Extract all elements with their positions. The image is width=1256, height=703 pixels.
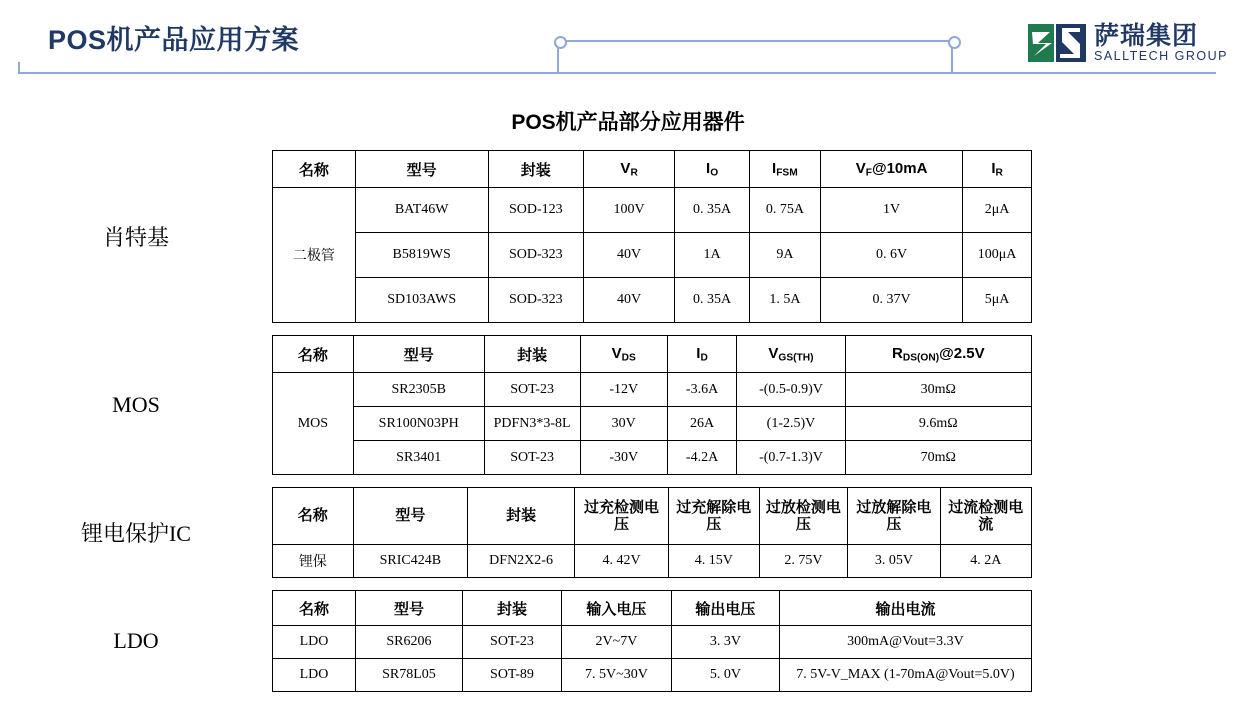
cell-package: PDFN3*3-8L [484, 407, 580, 441]
section-mos [0, 335, 1256, 475]
table-wrap-schottky [272, 150, 1032, 323]
cell-name: LDO [273, 626, 356, 659]
cell-output-voltage: 3. 3V [671, 626, 779, 659]
group-cell-battery: 锂保 [273, 545, 354, 578]
cell-package: DFN2X2-6 [468, 545, 575, 578]
cell-rdson: 9.6mΩ [845, 407, 1031, 441]
cell-ir: 100μA [963, 233, 1032, 278]
cell-model: SR6206 [355, 626, 462, 659]
page-header [0, 0, 1256, 88]
col-header-vds: $V_{DS}$ [580, 336, 667, 373]
cell-overdischarge-release: 3. 05V [848, 545, 940, 578]
cell-id: -4.2A [667, 441, 736, 475]
col-header-overcharge-release: 过充解除电压 [669, 488, 760, 545]
col-header-rdson: $R_{DS(ON)}@2.5V$ [845, 336, 1031, 373]
page-title: POS机产品应用方案 [48, 25, 300, 55]
table-wrap-battery-protection [272, 487, 1032, 578]
col-header-package: 封装 [468, 488, 575, 545]
cell-package: SOD-323 [488, 278, 583, 323]
table-battery-protection [272, 487, 1032, 578]
col-header-package: 封装 [484, 336, 580, 373]
cell-model: B5819WS [355, 233, 488, 278]
table-row [273, 659, 1032, 692]
col-header-vgsth: $V_{GS(TH)}$ [737, 336, 845, 373]
cell-vf: 0. 37V [820, 278, 962, 323]
document-title: POS机产品部分应用器件 [511, 111, 745, 134]
col-header-id: $I_D$ [667, 336, 736, 373]
col-header-name: 名称 [273, 591, 356, 626]
col-header-vr: $V_R$ [583, 151, 674, 188]
content-area [0, 150, 1256, 692]
decoration-dot-right-icon [948, 36, 961, 49]
cell-vf: 0. 6V [820, 233, 962, 278]
table-row [273, 233, 1032, 278]
section-label-schottky: 肖特基 [102, 225, 169, 250]
cell-package: SOT-23 [484, 373, 580, 407]
cell-io: 1A [675, 233, 750, 278]
cell-overcharge-release: 4. 15V [669, 545, 760, 578]
cell-overcharge-detect: 4. 42V [575, 545, 669, 578]
cell-vgsth: (1-2.5)V [737, 407, 845, 441]
cell-vr: 40V [583, 233, 674, 278]
cell-name: LDO [273, 659, 356, 692]
table-mos [272, 335, 1032, 475]
table-row [273, 188, 1032, 233]
cell-rdson: 70mΩ [845, 441, 1031, 475]
cell-vgsth: -(0.7-1.3)V [737, 441, 845, 475]
cell-vds: 30V [580, 407, 667, 441]
cell-package: SOT-23 [484, 441, 580, 475]
table-wrap-mos [272, 335, 1032, 475]
col-header-input-voltage: 输入电压 [561, 591, 671, 626]
col-header-output-current: 输出电流 [779, 591, 1031, 626]
section-schottky [0, 150, 1256, 323]
cell-io: 0. 35A [675, 188, 750, 233]
cell-input-voltage: 2V~7V [561, 626, 671, 659]
cell-rdson: 30mΩ [845, 373, 1031, 407]
cell-model: SD103AWS [355, 278, 488, 323]
col-header-ifsm: $I_{FSM}$ [749, 151, 820, 188]
col-header-model: 型号 [355, 151, 488, 188]
cell-vds: -30V [580, 441, 667, 475]
table-row [273, 441, 1032, 475]
group-cell-diode: 二极管 [273, 188, 356, 323]
cell-package: SOD-323 [488, 233, 583, 278]
col-header-model: 型号 [355, 591, 462, 626]
section-ldo [0, 590, 1256, 692]
logo-mark-icon [1028, 22, 1086, 64]
cell-overdischarge-detect: 2. 75V [759, 545, 848, 578]
cell-ir: 5μA [963, 278, 1032, 323]
table-header-row [273, 151, 1032, 188]
col-header-overcharge-detect: 过充检测电压 [575, 488, 669, 545]
cell-model: SR78L05 [355, 659, 462, 692]
col-header-name: 名称 [273, 151, 356, 188]
cell-id: -3.6A [667, 373, 736, 407]
group-cell-mos: MOS [273, 373, 354, 475]
cell-vf: 1V [820, 188, 962, 233]
cell-model: SR2305B [353, 373, 484, 407]
col-header-model: 型号 [353, 488, 467, 545]
section-battery-protection [0, 487, 1256, 578]
cell-output-current: 7. 5V-V_MAX (1-70mA@Vout=5.0V) [779, 659, 1031, 692]
col-header-overdischarge-detect: 过放检测电压 [759, 488, 848, 545]
cell-overcurrent-detect: 4. 2A [940, 545, 1031, 578]
table-ldo [272, 590, 1032, 692]
logo-text [1094, 23, 1228, 62]
col-header-model: 型号 [353, 336, 484, 373]
col-header-package: 封装 [488, 151, 583, 188]
cell-ir: 2μA [963, 188, 1032, 233]
section-label-battery-protection: 锂电保护IC [80, 521, 191, 546]
cell-vr: 100V [583, 188, 674, 233]
cell-vgsth: -(0.5-0.9)V [737, 373, 845, 407]
cell-output-voltage: 5. 0V [671, 659, 779, 692]
table-wrap-ldo [272, 590, 1032, 692]
company-logo [1028, 22, 1228, 64]
col-header-name: 名称 [273, 336, 354, 373]
col-header-package: 封装 [462, 591, 561, 626]
table-header-row [273, 336, 1032, 373]
cell-package: SOT-89 [462, 659, 561, 692]
col-header-output-voltage: 输出电压 [671, 591, 779, 626]
col-header-ir: $I_R$ [963, 151, 1032, 188]
cell-vr: 40V [583, 278, 674, 323]
cell-ifsm: 9A [749, 233, 820, 278]
table-row [273, 545, 1032, 578]
header-decoration [545, 40, 965, 74]
col-header-overcurrent-detect: 过流检测电流 [940, 488, 1031, 545]
col-header-io: $I_O$ [675, 151, 750, 188]
cell-package: SOT-23 [462, 626, 561, 659]
table-schottky [272, 150, 1032, 323]
cell-model: SR3401 [353, 441, 484, 475]
col-header-name: 名称 [273, 488, 354, 545]
cell-output-current: 300mA@Vout=3.3V [779, 626, 1031, 659]
table-row [273, 626, 1032, 659]
cell-vds: -12V [580, 373, 667, 407]
section-label-mos: MOS [112, 392, 160, 417]
table-row [273, 407, 1032, 441]
decoration-dot-left-icon [554, 36, 567, 49]
cell-package: SOD-123 [488, 188, 583, 233]
col-header-vf: $V_F@10mA$ [820, 151, 962, 188]
cell-model: BAT46W [355, 188, 488, 233]
logo-company-cn: 萨瑞集团 [1094, 22, 1199, 51]
cell-id: 26A [667, 407, 736, 441]
table-row [273, 278, 1032, 323]
cell-ifsm: 1. 5A [749, 278, 820, 323]
section-label-ldo: LDO [113, 628, 159, 653]
cell-ifsm: 0. 75A [749, 188, 820, 233]
cell-io: 0. 35A [675, 278, 750, 323]
logo-company-en: SALLTECH GROUP [1094, 48, 1228, 63]
table-header-row [273, 488, 1032, 545]
decoration-line [557, 40, 953, 42]
cell-model: SRIC424B [353, 545, 467, 578]
cell-model: SR100N03PH [353, 407, 484, 441]
col-header-overdischarge-release: 过放解除电压 [848, 488, 940, 545]
cell-input-voltage: 7. 5V~30V [561, 659, 671, 692]
table-header-row [273, 591, 1032, 626]
table-row [273, 373, 1032, 407]
